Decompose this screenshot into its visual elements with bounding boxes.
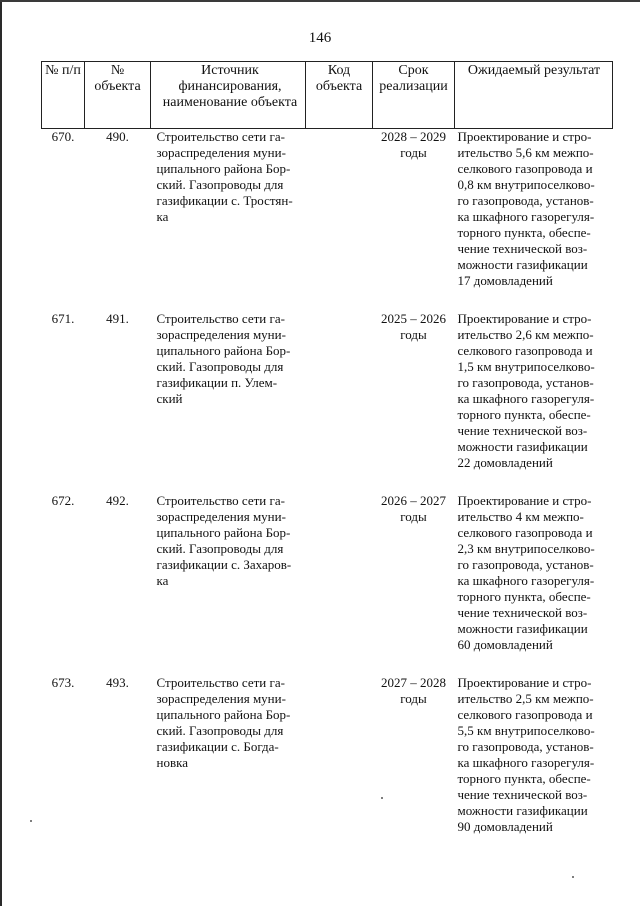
header-code: Код объекта	[306, 62, 373, 129]
scan-edge-top	[0, 0, 640, 2]
header-row	[42, 62, 613, 129]
row-object-num: 492.	[106, 493, 129, 508]
header-term: Срок реализации	[373, 62, 455, 129]
header-source: Источник финансирования, наименование объекта	[151, 62, 306, 129]
row-object-num: 490.	[106, 129, 129, 144]
table-header	[42, 62, 613, 129]
header-num: № п/п	[42, 62, 85, 129]
gasification-table	[41, 61, 613, 857]
row-result: Проектирование и стро- ительство 2,5 км межпо- селкового газопровода и 5,5 км внутрипоселково- го газопровода, установ- ка шкафного газорегуля- торного пункта, обеспе- чение технической воз- можности газификации 90 домовладений	[457, 675, 595, 834]
row-num: 671.	[51, 311, 75, 326]
row-term: 2028 – 2029 годы	[381, 129, 446, 160]
row-code	[306, 311, 373, 493]
row-object-num: 491.	[106, 311, 129, 326]
row-term: 2026 – 2027 годы	[381, 493, 446, 524]
row-code	[306, 675, 373, 857]
table-row	[42, 129, 613, 312]
row-num: 673.	[51, 675, 75, 690]
scan-speck	[572, 876, 574, 878]
row-term: 2025 – 2026 годы	[381, 311, 446, 342]
row-object-num: 493.	[106, 675, 129, 690]
table-row	[42, 311, 613, 493]
row-source: Строительство сети га- зораспределения муни- ципального района Бор- ский. Газопроводы для газификации с. Тростян- ка	[156, 129, 293, 224]
row-num: 672.	[51, 493, 75, 508]
row-code	[306, 493, 373, 675]
row-source: Строительство сети га- зораспределения муни- ципального района Бор- ский. Газопроводы для газификации с. Богда- новка	[156, 675, 291, 770]
page-number: 146	[308, 30, 332, 46]
table-body	[42, 129, 613, 858]
table-row	[42, 493, 613, 675]
row-code	[306, 129, 373, 312]
scan-edge-left	[0, 0, 2, 906]
row-term: 2027 – 2028 годы	[381, 675, 446, 706]
header-result: Ожидаемый результат	[455, 62, 613, 129]
row-result: Проектирование и стро- ительство 2,6 км межпо- селкового газопровода и 1,5 км внутрипоселково- го газопровода, установ- ка шкафного газорегуля- торного пункта, обеспе- чение технической воз- можности газификации 22 домовладений	[457, 311, 595, 470]
row-result: Проектирование и стро- ительство 4 км межпо- селкового газопровода и 2,3 км внутрипоселково- го газопровода, установ- ка шкафного газорегуля- торного пункта, обеспе- чение технической воз- можности газификации 60 домовладений	[457, 493, 595, 652]
row-source: Строительство сети га- зораспределения муни- ципального района Бор- ский. Газопроводы для газификации п. Улем- ский	[156, 311, 291, 406]
row-num: 670.	[51, 129, 75, 144]
scan-speck	[30, 820, 32, 822]
row-result: Проектирование и стро- ительство 5,6 км межпо- селкового газопровода и 0,8 км внутрипоселково- го газопровода, установ- ка шкафного газорегуля- торного пункта, обеспе- чение технической воз- можности газификации 17 домовладений	[457, 129, 595, 288]
header-object-num: № объекта	[85, 62, 151, 129]
table-row	[42, 675, 613, 857]
row-source: Строительство сети га- зораспределения муни- ципального района Бор- ский. Газопроводы для газификации с. Захаров- ка	[156, 493, 292, 588]
scan-speck	[381, 797, 383, 799]
